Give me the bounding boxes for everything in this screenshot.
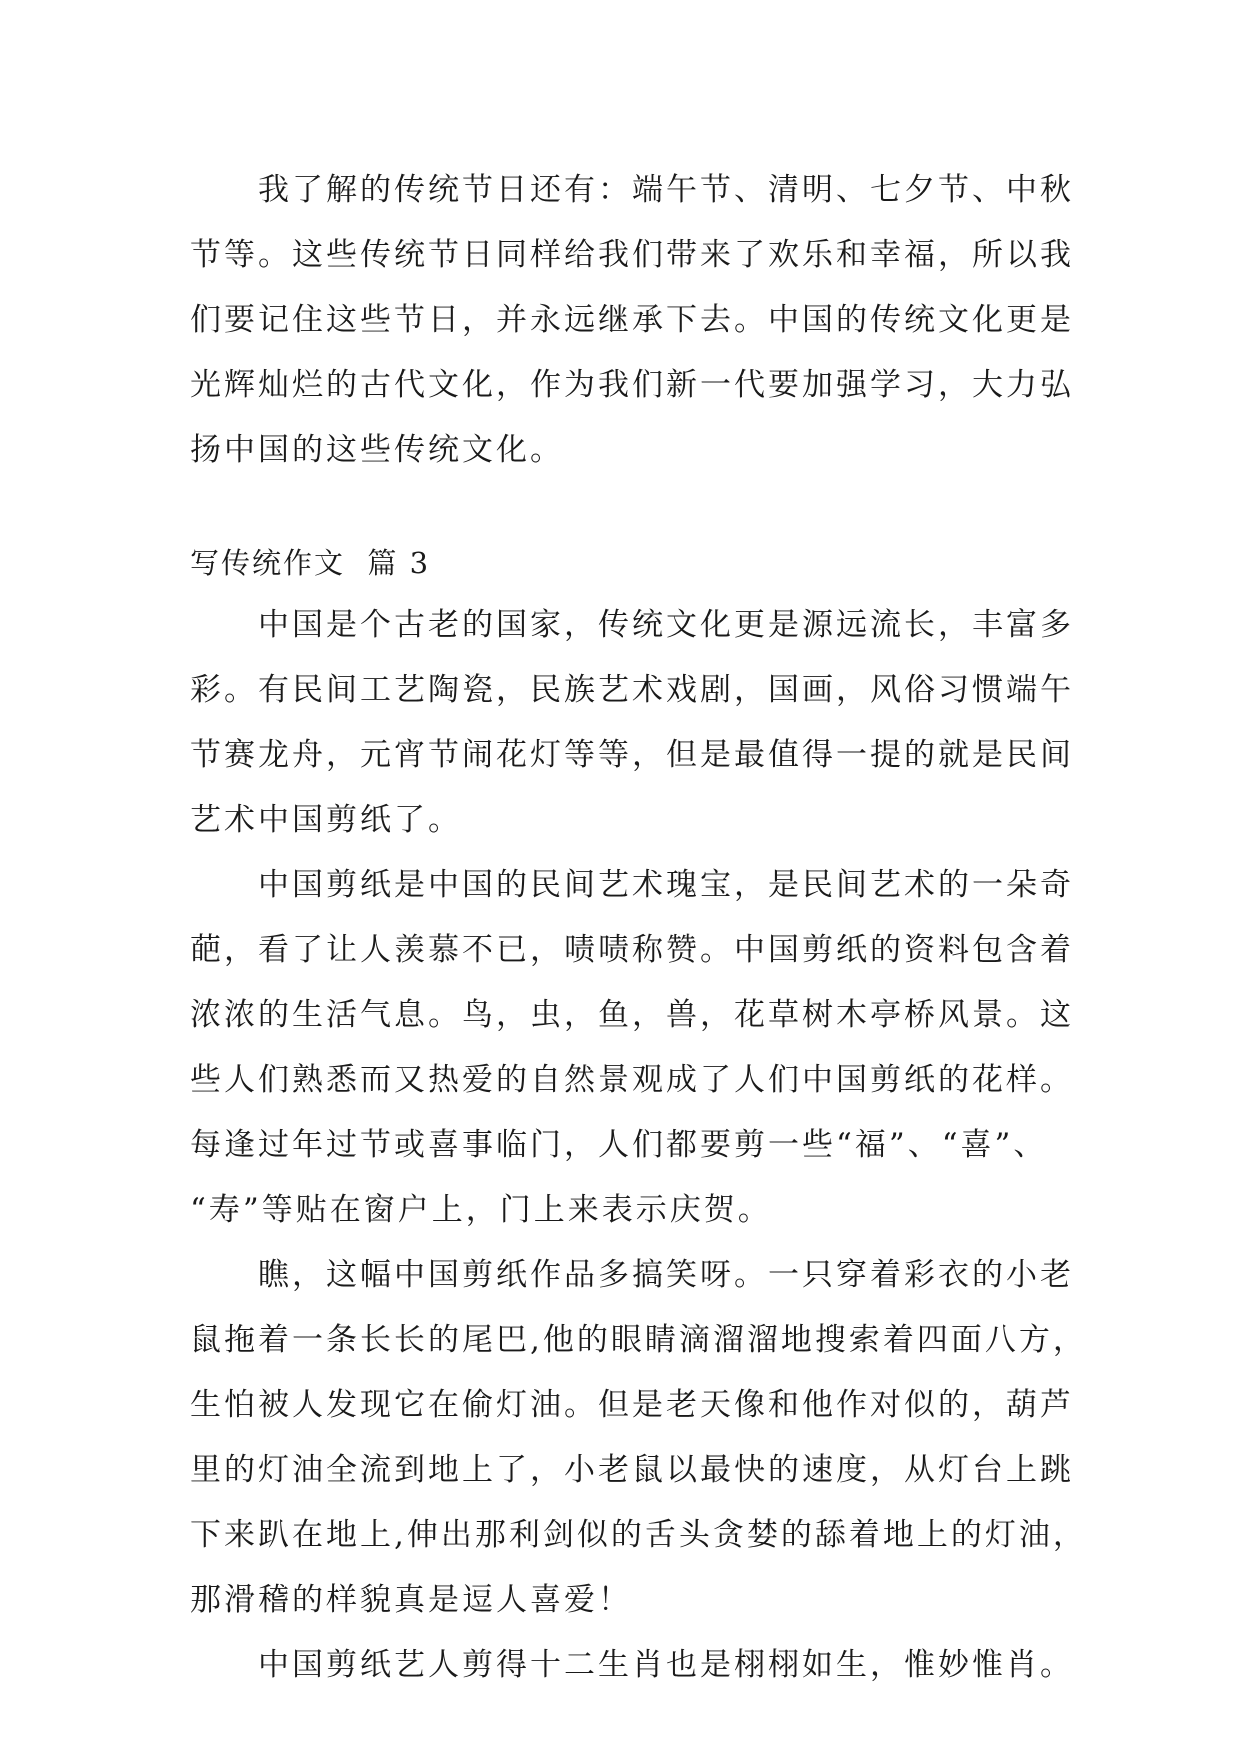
text-line: 下来趴在地上,伸出那利剑似的舌头贪婪的舔着地上的灯油， <box>190 1517 1087 1553</box>
text-line: 浓浓的生活气息。鸟，虫，鱼，兽，花草树木亭桥风景。这 <box>190 997 1074 1033</box>
text-line: 鼠拖着一条长长的尾巴,他的眼睛滴溜溜地搜索着四面八方， <box>190 1322 1087 1358</box>
text-line: 那滑稽的样貌真是逗人喜爱！ <box>190 1582 632 1618</box>
text-line: 节等。这些传统节日同样给我们带来了欢乐和幸福，所以我 <box>190 237 1074 273</box>
text-line: 节赛龙舟，元宵节闹花灯等等，但是最值得一提的就是民间 <box>190 737 1074 773</box>
text-line: 艺术中国剪纸了。 <box>190 802 462 838</box>
section-heading: 写传统作文 篇 3 <box>190 546 431 580</box>
text-line: 们要记住这些节日，并永远继承下去。中国的传统文化更是 <box>190 302 1074 338</box>
document-body <box>190 158 1087 1698</box>
text-line: 里的灯油全流到地上了，小老鼠以最快的速度，从灯台上跳 <box>190 1452 1074 1488</box>
paragraph-1 <box>190 593 1074 853</box>
text-line: 彩。有民间工艺陶瓷，民族艺术戏剧，国画，风俗习惯端午 <box>190 672 1074 708</box>
section-gap <box>190 483 1070 533</box>
text-line: “寿”等贴在窗户上，门上来表示庆贺。 <box>190 1192 772 1228</box>
text-line: 中国是个古老的国家，传统文化更是源远流长，丰富多 <box>258 607 1074 643</box>
text-line: 每逢过年过节或喜事临门，人们都要剪一些“福”、“喜”、 <box>190 1127 1048 1163</box>
text-line: 我了解的传统节日还有：端午节、清明、七夕节、中秋 <box>258 172 1074 208</box>
paragraph-previous <box>190 158 1074 483</box>
text-line: 中国剪纸艺人剪得十二生肖也是栩栩如生，惟妙惟肖。 <box>258 1647 1074 1683</box>
text-line: 光辉灿烂的古代文化，作为我们新一代要加强学习，大力弘 <box>190 367 1074 403</box>
text-line: 瞧，这幅中国剪纸作品多搞笑呀。一只穿着彩衣的小老 <box>258 1257 1074 1293</box>
paragraph-3 <box>190 1243 1087 1633</box>
text-line: 些人们熟悉而又热爱的自然景观成了人们中国剪纸的花样。 <box>190 1062 1074 1098</box>
text-line: 扬中国的这些传统文化。 <box>190 432 564 468</box>
paragraph-4 <box>190 1633 1074 1698</box>
text-line: 中国剪纸是中国的民间艺术瑰宝，是民间艺术的一朵奇 <box>258 867 1074 903</box>
text-line: 生怕被人发现它在偷灯油。但是老天像和他作对似的，葫芦 <box>190 1387 1074 1423</box>
text-line: 葩，看了让人羡慕不已，啧啧称赞。中国剪纸的资料包含着 <box>190 932 1074 968</box>
paragraph-2 <box>190 853 1074 1243</box>
